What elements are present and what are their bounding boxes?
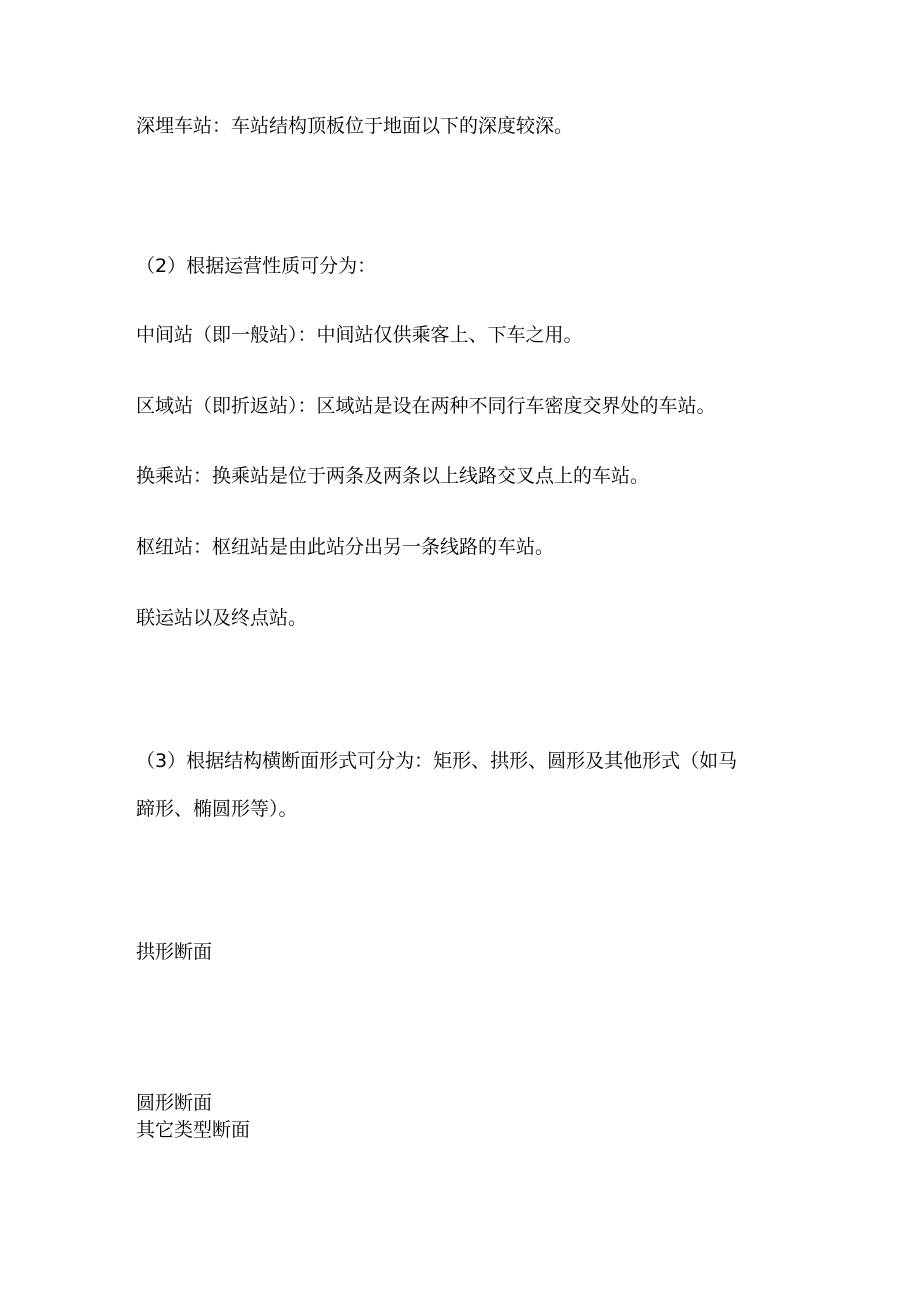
structure-classification-heading-line2: 蹄形、椭圆形等）。 [136, 798, 298, 820]
intermediate-station-paragraph: 中间站（即一般站）：中间站仅供乘客上、下车之用。 [136, 324, 583, 346]
structure-classification-heading-line1: （3）根据结构横断面形式可分为：矩形、拱形、圆形及其他形式（如马 [136, 750, 738, 772]
other-section-caption: 其它类型断面 [136, 1119, 251, 1141]
circular-section-caption: 圆形断面 [136, 1092, 213, 1114]
arch-section-caption: 拱形断面 [136, 941, 213, 963]
hub-station-paragraph: 枢纽站：枢纽站是由此站分出另一条线路的车站。 [136, 536, 555, 558]
joint-terminal-paragraph: 联运站以及终点站。 [136, 607, 308, 629]
regional-station-paragraph: 区域站（即折返站）：区域站是设在两种不同行车密度交界处的车站。 [136, 395, 716, 417]
transfer-station-paragraph: 换乘站：换乘站是位于两条及两条以上线路交叉点上的车站。 [136, 465, 650, 487]
deep-station-paragraph: 深埋车站：车站结构顶板位于地面以下的深度较深。 [136, 115, 574, 137]
operation-classification-heading: （2）根据运营性质可分为： [136, 255, 377, 277]
